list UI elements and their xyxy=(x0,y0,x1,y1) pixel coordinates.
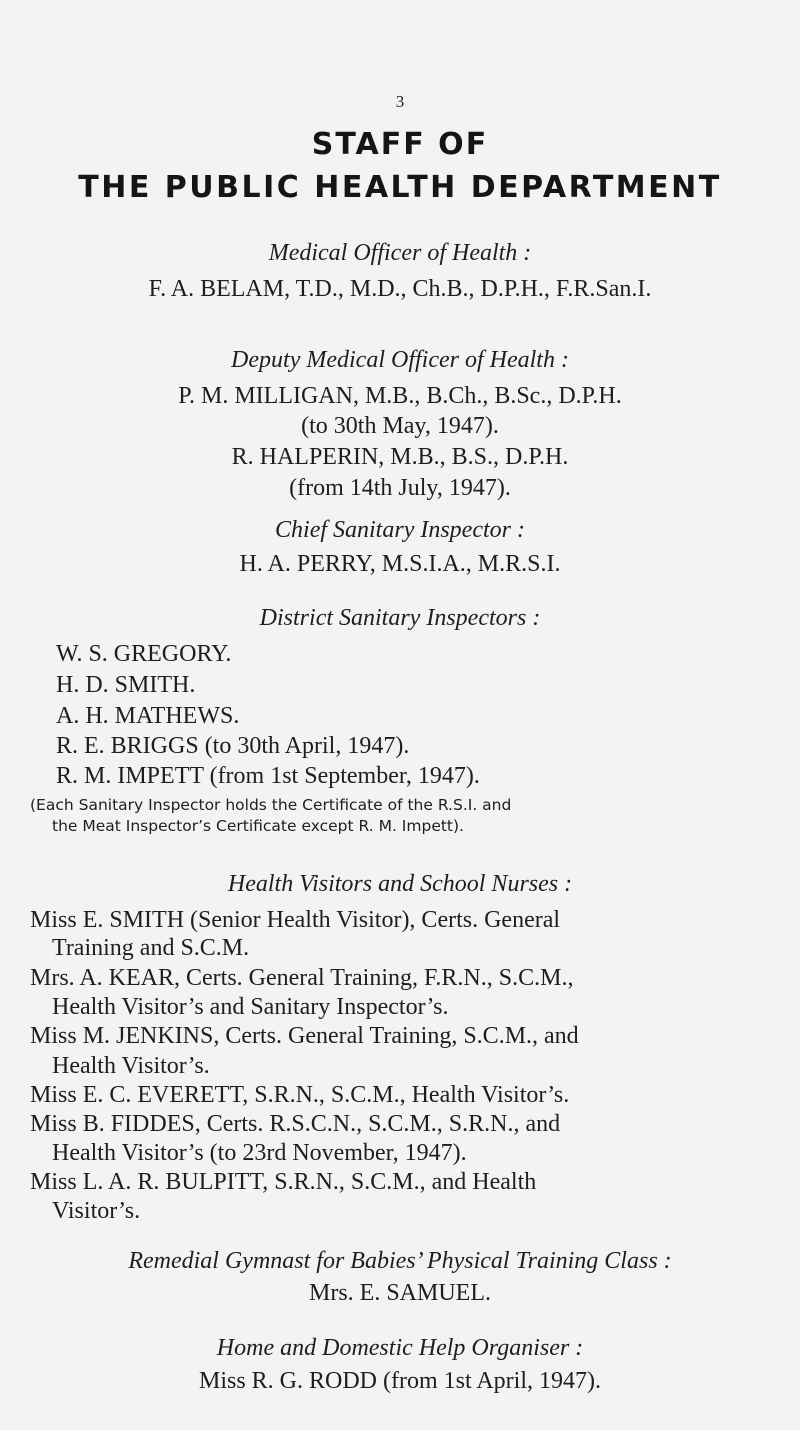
district-si-name: R. M. IMPETT (from 1st September, 1947). xyxy=(56,763,480,789)
health-visitor-line: Health Visitor’s and Sanitary Inspector’s. xyxy=(52,994,449,1020)
health-visitor-line: Health Visitor’s. xyxy=(52,1053,210,1079)
district-si-heading: District Sanitary Inspectors : xyxy=(259,605,541,631)
health-visitors-heading: Health Visitors and School Nurses : xyxy=(227,871,573,897)
deputy-line-2: (to 30th May, 1947). xyxy=(301,413,499,439)
deputy-line-1: P. M. MILLIGAN, M.B., B.Ch., B.Sc., D.P.H. xyxy=(178,383,622,409)
home-help-heading: Home and Domestic Help Organiser : xyxy=(216,1335,584,1361)
health-visitor-line: Mrs. A. KEAR, Certs. General Training, F.R.N., S.C.M., xyxy=(30,965,574,991)
page-title-line-2: THE PUBLIC HEALTH DEPARTMENT xyxy=(78,170,722,205)
health-visitor-line: Miss B. FIDDES, Certs. R.S.C.N., S.C.M., S.R.N., and xyxy=(30,1111,561,1137)
health-visitor-line: Miss L. A. R. BULPITT, S.R.N., S.C.M., and Health xyxy=(30,1169,537,1195)
district-si-note-line-2: the Meat Inspector’s Certificate except R. M. Impett). xyxy=(52,817,464,835)
moh-name: F. A. BELAM, T.D., M.D., Ch.B., D.P.H., F.R.San.I. xyxy=(148,276,652,302)
district-si-name: R. E. BRIGGS (to 30th April, 1947). xyxy=(56,733,410,759)
district-si-name: H. D. SMITH. xyxy=(56,672,196,698)
district-si-name: W. S. GREGORY. xyxy=(56,641,232,667)
page-title-line-1: STAFF OF xyxy=(311,127,489,162)
district-si-note-line-1: (Each Sanitary Inspector holds the Certificate of the R.S.I. and xyxy=(30,796,512,814)
gymnast-name: Mrs. E. SAMUEL. xyxy=(308,1280,491,1306)
health-visitor-line: Miss M. JENKINS, Certs. General Training, S.C.M., and xyxy=(30,1023,579,1049)
moh-heading: Medical Officer of Health : xyxy=(268,240,532,266)
deputy-heading: Deputy Medical Officer of Health : xyxy=(231,347,569,373)
health-visitor-line: Miss E. SMITH (Senior Health Visitor), Certs. General xyxy=(30,907,561,933)
chief-si-heading: Chief Sanitary Inspector : xyxy=(275,517,525,543)
health-visitor-line: Miss E. C. EVERETT, S.R.N., S.C.M., Health Visitor’s. xyxy=(30,1082,570,1108)
district-si-name: A. H. MATHEWS. xyxy=(56,703,240,729)
deputy-line-3: R. HALPERIN, M.B., B.S., D.P.H. xyxy=(231,444,569,470)
home-help-name: Miss R. G. RODD (from 1st April, 1947). xyxy=(198,1368,601,1394)
health-visitor-line: Health Visitor’s (to 23rd November, 1947). xyxy=(52,1140,467,1166)
health-visitor-line: Training and S.C.M. xyxy=(52,935,250,961)
gymnast-heading: Remedial Gymnast for Babies’ Physical Training Class : xyxy=(128,1248,672,1274)
chief-si-name: H. A. PERRY, M.S.I.A., M.R.S.I. xyxy=(239,551,561,577)
deputy-line-4: (from 14th July, 1947). xyxy=(289,475,511,501)
health-visitor-line: Visitor’s. xyxy=(52,1198,141,1224)
page-number: 3 xyxy=(395,92,405,111)
